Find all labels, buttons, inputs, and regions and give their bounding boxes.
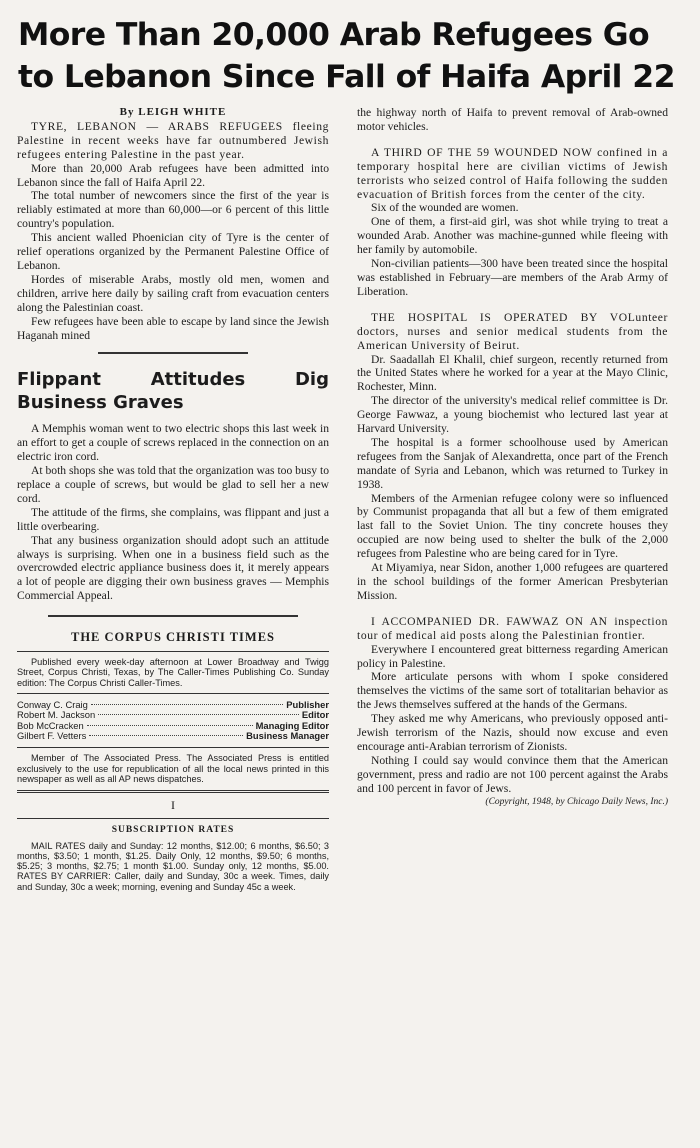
article-paragraph: At Miyamiya, near Sidon, another 1,000 refugees are quartered in the school buildings of the former American Presbyterian Mission.: [357, 561, 668, 602]
headline: More Than 20,000 Arab Refugees Go to Lebanon Since Fall of Haifa April 22: [18, 17, 675, 95]
staff-role: Business Manager: [246, 729, 329, 741]
article-paragraph: The hospital is a former schoolhouse used by American refugees from the Sanjak of Alexandretta, once part of the French mandate of Syria and Lebanon, which was returned to Turkey in 1938.: [357, 435, 668, 491]
masthead-rule: [17, 693, 329, 694]
article-paragraph: More articulate persons with whom I spoke considered themselves the victims of the same sort of totalitarian behavior as the Jews themselves suffered at the hands of the Germans.: [357, 670, 668, 712]
staff-name: Conway C. Craig: [17, 698, 88, 710]
masthead-rule: [17, 651, 329, 652]
editorial-body: [17, 422, 329, 603]
article-paragraph: The total number of newcomers since the first of the year is reliably estimated at more than 60,000—or 6 percent of this little country's population.: [17, 189, 329, 231]
staff-role: Publisher: [286, 698, 329, 710]
staff-role: Managing Editor: [255, 719, 329, 731]
masthead-published: Published every week-day afternoon at Lower Broadway and Twigg Street, Corpus Christi, Texas, by The Caller-Times Publishing Co. Sunday edition: The Corpus Christi Caller-Times.: [17, 657, 329, 688]
article-paragraph: THE HOSPITAL IS OPERATED BY VOLunteer doctors, nurses and senior medical students from the American University of Beirut.: [357, 310, 668, 352]
article-paragraph: Hordes of miserable Arabs, mostly old men, women and children, arrive here daily by sailing craft from evacuation centers along the Palestinian coast.: [17, 272, 329, 314]
masthead-title: THE CORPUS CHRISTI TIMES: [70, 630, 276, 645]
byline: By LEIGH WHITE: [119, 106, 227, 118]
article-paragraph: Nothing I could say would convince them that the American government, press and radio are not 100 percent against the Arabs and 100 percent in favor of Jews.: [357, 753, 668, 795]
masthead-divider-mark: I: [171, 797, 175, 812]
article-paragraph: TYRE, LEBANON — ARABS REFUGEES fleeing Palestine in recent weeks have far outnumbered Jewish refugees entering Palestine in the past year.: [17, 119, 329, 161]
article-paragraph: A THIRD OF THE 59 WOUNDED NOW confined in a temporary hospital here are civilian victims of Jewish terrorists who seized control of Haifa following the sudden evacuation of British forces from the center of the city.: [357, 145, 668, 201]
article-paragraph: More than 20,000 Arab refugees have been admitted into Lebanon since the fall of Haifa April 22.: [17, 161, 329, 189]
article-paragraph: the highway north of Haifa to prevent removal of Arab-owned motor vehicles.: [357, 106, 668, 133]
masthead-ap-notice: Member of The Associated Press. The Associated Press is entitled exclusively to the use for republication of all the local news printed in this newspaper as well as all AP news dispatches.: [17, 753, 329, 784]
article-paragraph: The director of the university's medical relief committee is Dr. George Fawwaz, a young biochemist who lectured last year at Harvard University.: [357, 394, 668, 436]
leader-dots: [98, 714, 299, 715]
staff-name: Robert M. Jackson: [17, 709, 96, 721]
article-paragraph: Six of the wounded are women.: [371, 201, 519, 215]
article-paragraph: This ancient walled Phoenician city of Tyre is the center of relief operations organized by the Permanent Palestine Office of Lebanon.: [17, 231, 329, 272]
masthead: [17, 631, 329, 892]
leader-dots: [89, 735, 243, 736]
masthead-staff: [17, 700, 329, 742]
article-left-body: [17, 120, 329, 343]
editorial-paragraph: At both shops she was told that the organization was too busy to replace a couple of screws, but would be glad to sell her a new cord.: [17, 464, 329, 505]
editorial-title: Flippant Attitudes Dig Business Graves: [17, 369, 329, 414]
staff-name: Gilbert F. Vetters: [17, 729, 87, 741]
article-paragraph: Dr. Saadallah El Khalil, chief surgeon, recently returned from the United States where he worked for a year at the Mayo Clinic, Rochester, Minn.: [357, 352, 668, 394]
leader-dots: [87, 725, 253, 726]
article-paragraph: Everywhere I encountered great bitterness regarding American policy in Palestine.: [357, 642, 668, 670]
masthead-rule: [17, 747, 329, 748]
leader-dots: [91, 704, 283, 705]
divider: [98, 352, 248, 354]
divider: [48, 615, 298, 617]
subscription-title: SUBSCRIPTION RATES: [111, 824, 235, 835]
editorial-paragraph: That any business organization should adopt such an attitude always is surprising. When one in a business field such as the overcrowded electric appliance business does it, it merely appears a lot of people are digging their own business graves — Memphis Commercial Appeal.: [17, 533, 329, 603]
article-paragraph: Non-civilian patients—300 have been treated since the hospital was established in February—are members of the Arab Army of Liberation.: [357, 257, 668, 298]
right-column: [357, 106, 668, 810]
left-column: [17, 106, 329, 892]
editorial-paragraph: A Memphis woman went to two electric shops this last week in an effort to get a couple of screws replaced in the connection on an electric iron cord.: [17, 422, 329, 464]
staff-row: [17, 731, 329, 741]
copyright-line: (Copyright, 1948, by Chicago Daily News, Inc.): [485, 796, 668, 807]
masthead-rule: [17, 790, 329, 793]
article-paragraph: They asked me why Americans, who previously opposed anti-Jewish terrorism of the Nazis, should now excuse and even encourage anti-Arabian terrorism of Zionists.: [357, 712, 668, 753]
staff-row: [17, 710, 329, 720]
article-paragraph: I ACCOMPANIED DR. FAWWAZ ON AN inspection tour of medical aid posts along the Palestinian frontier.: [357, 614, 668, 642]
staff-name: Bob McCracken: [17, 719, 84, 731]
subscription-text: MAIL RATES daily and Sunday: 12 months, $12.00; 6 months, $6.50; 3 months, $3.50; 1 month, $1.25. Daily Only, 12 months, $9.50; 6 months, $5.25; 3 months, $2.75; 1 month $1.00. Sunday only, 12 months, $5.00. RATES BY CARRIER: Caller, daily and Sunday, 30c a week. Times, daily and Sunday, 30c a week; morning, evening and Sunday 45c a week.: [17, 840, 329, 892]
article-paragraph: Members of the Armenian refugee colony were so influenced by Communist propaganda that all but a few of them emigrated last fall to the Soviet Union. The tiny concrete houses they occupied are now being used to shelter the bulk of the 2,000 refugees from Palestine who are being cared for in Tyre.: [357, 491, 668, 561]
article-paragraph: Few refugees have been able to escape by land since the Jewish Haganah mined: [17, 314, 329, 342]
staff-role: Editor: [301, 709, 329, 721]
editorial-paragraph: The attitude of the firms, she complains, was flippant and just a little overbearing.: [17, 505, 329, 533]
article-paragraph: One of them, a first-aid girl, was shot while trying to treat a wounded Arab. Another was machine-gunned while fleeing with her family by automobile.: [357, 215, 668, 257]
masthead-rule: [17, 818, 329, 819]
